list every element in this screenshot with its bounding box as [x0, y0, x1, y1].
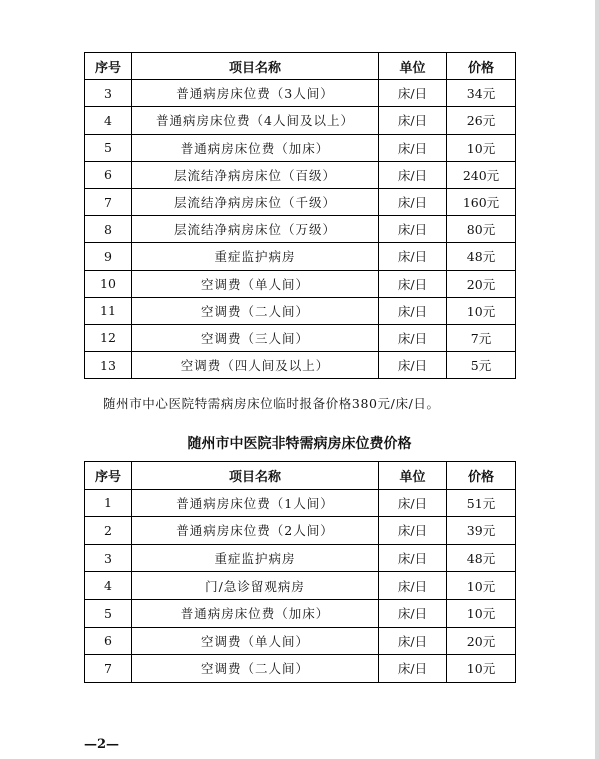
- cell-item-name: 重症监护病房: [132, 243, 379, 270]
- cell-price: 10元: [447, 655, 516, 683]
- cell-item-name: 普通病房床位费（1人间）: [132, 489, 379, 517]
- table-row: [85, 572, 516, 600]
- cell-price: 26元: [447, 107, 516, 134]
- cell-price: 10元: [447, 297, 516, 324]
- cell-unit: 床/日: [379, 627, 447, 655]
- cell-price: 10元: [447, 572, 516, 600]
- cell-serial: 6: [85, 627, 132, 655]
- cell-serial: 4: [85, 107, 132, 134]
- cell-item-name: 空调费（单人间）: [132, 627, 379, 655]
- table-row: [85, 270, 516, 297]
- cell-item-name: 普通病房床位费（3人间）: [132, 80, 379, 107]
- cell-unit: 床/日: [379, 270, 447, 297]
- cell-item-name: 空调费（三人间）: [132, 324, 379, 351]
- cell-price: 10元: [447, 134, 516, 161]
- table-header-row: [85, 53, 516, 80]
- cell-price: 5元: [447, 352, 516, 379]
- cell-item-name: 空调费（单人间）: [132, 270, 379, 297]
- cell-price: 10元: [447, 599, 516, 627]
- table-row: [85, 243, 516, 270]
- cell-serial: 13: [85, 352, 132, 379]
- price-table-1: [84, 52, 516, 379]
- cell-unit: 床/日: [379, 243, 447, 270]
- cell-unit: 床/日: [379, 297, 447, 324]
- cell-item-name: 重症监护病房: [132, 544, 379, 572]
- cell-serial: 6: [85, 161, 132, 188]
- cell-item-name: 普通病房床位费（加床）: [132, 134, 379, 161]
- cell-price: 240元: [447, 161, 516, 188]
- table-row: [85, 627, 516, 655]
- cell-serial: 11: [85, 297, 132, 324]
- header-serial: 序号: [85, 53, 132, 80]
- cell-serial: 5: [85, 134, 132, 161]
- cell-unit: 床/日: [379, 352, 447, 379]
- cell-unit: 床/日: [379, 655, 447, 683]
- table-header-row: [85, 462, 516, 490]
- cell-serial: 3: [85, 544, 132, 572]
- cell-item-name: 层流结净病房床位（百级）: [132, 161, 379, 188]
- header-price: 价格: [447, 462, 516, 490]
- page-number: —2—: [84, 737, 120, 752]
- price-table-2: [84, 461, 516, 683]
- cell-price: 48元: [447, 544, 516, 572]
- cell-serial: 7: [85, 188, 132, 215]
- cell-price: 160元: [447, 188, 516, 215]
- cell-serial: 7: [85, 655, 132, 683]
- header-item-name: 项目名称: [132, 53, 379, 80]
- cell-item-name: 普通病房床位费（4人间及以上）: [132, 107, 379, 134]
- cell-unit: 床/日: [379, 599, 447, 627]
- cell-unit: 床/日: [379, 161, 447, 188]
- cell-unit: 床/日: [379, 544, 447, 572]
- cell-unit: 床/日: [379, 489, 447, 517]
- table-body: [85, 489, 516, 682]
- cell-unit: 床/日: [379, 216, 447, 243]
- table-row: [85, 655, 516, 683]
- cell-item-name: 层流结净病房床位（万级）: [132, 216, 379, 243]
- cell-serial: 1: [85, 489, 132, 517]
- table-row: [85, 134, 516, 161]
- cell-price: 20元: [447, 270, 516, 297]
- cell-price: 80元: [447, 216, 516, 243]
- table-row: [85, 188, 516, 215]
- cell-price: 7元: [447, 324, 516, 351]
- cell-item-name: 普通病房床位费（加床）: [132, 599, 379, 627]
- table-row: [85, 352, 516, 379]
- header-item-name: 项目名称: [132, 462, 379, 490]
- table-row: [85, 599, 516, 627]
- table-row: [85, 80, 516, 107]
- cell-item-name: 层流结净病房床位（千级）: [132, 188, 379, 215]
- cell-serial: 3: [85, 80, 132, 107]
- cell-serial: 12: [85, 324, 132, 351]
- table-row: [85, 216, 516, 243]
- table-row: [85, 161, 516, 188]
- cell-unit: 床/日: [379, 134, 447, 161]
- cell-item-name: 空调费（二人间）: [132, 297, 379, 324]
- cell-price: 48元: [447, 243, 516, 270]
- table-row: [85, 324, 516, 351]
- header-price: 价格: [447, 53, 516, 80]
- cell-item-name: 空调费（二人间）: [132, 655, 379, 683]
- cell-unit: 床/日: [379, 107, 447, 134]
- cell-serial: 4: [85, 572, 132, 600]
- special-ward-note: 随州市中心医院特需病房床位临时报备价格380元/床/日。: [103, 396, 440, 411]
- table-title: 随州市中医院非特需病房床位费价格: [187, 436, 412, 452]
- cell-serial: 8: [85, 216, 132, 243]
- header-serial: 序号: [85, 462, 132, 490]
- cell-unit: 床/日: [379, 572, 447, 600]
- table-row: [85, 489, 516, 517]
- cell-price: 34元: [447, 80, 516, 107]
- cell-unit: 床/日: [379, 80, 447, 107]
- table-body: [85, 80, 516, 379]
- cell-price: 51元: [447, 489, 516, 517]
- cell-item-name: 空调费（四人间及以上）: [132, 352, 379, 379]
- cell-serial: 10: [85, 270, 132, 297]
- cell-serial: 5: [85, 599, 132, 627]
- page-edge-shadow: [595, 0, 599, 759]
- cell-serial: 9: [85, 243, 132, 270]
- header-unit: 单位: [379, 53, 447, 80]
- cell-price: 20元: [447, 627, 516, 655]
- cell-unit: 床/日: [379, 324, 447, 351]
- table-row: [85, 517, 516, 545]
- table-row: [85, 297, 516, 324]
- cell-unit: 床/日: [379, 517, 447, 545]
- cell-item-name: 普通病房床位费（2人间）: [132, 517, 379, 545]
- table-row: [85, 107, 516, 134]
- cell-price: 39元: [447, 517, 516, 545]
- header-unit: 单位: [379, 462, 447, 490]
- cell-serial: 2: [85, 517, 132, 545]
- table-row: [85, 544, 516, 572]
- cell-item-name: 门/急诊留观病房: [132, 572, 379, 600]
- cell-unit: 床/日: [379, 188, 447, 215]
